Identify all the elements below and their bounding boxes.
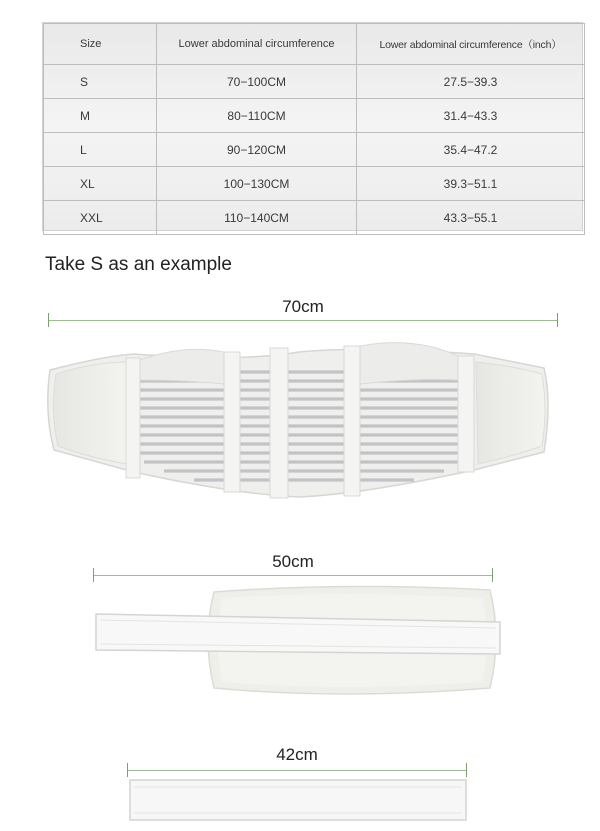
inch-cell: 43.3−55.1 xyxy=(357,201,585,235)
inch-cell: 39.3−51.1 xyxy=(357,167,585,201)
size-cell: XL xyxy=(44,167,157,201)
example-caption: Take S as an example xyxy=(45,254,232,275)
size-cell: L xyxy=(44,133,157,167)
table-header-row xyxy=(44,24,585,65)
table-row xyxy=(44,201,585,235)
inch-cell: 35.4−47.2 xyxy=(357,133,585,167)
table-row xyxy=(44,65,585,99)
inch-cell: 31.4−43.3 xyxy=(357,99,585,133)
cm-cell: 100−130CM xyxy=(157,167,357,201)
measure-line xyxy=(48,320,558,321)
table-row xyxy=(44,133,585,167)
cm-cell: 80−110CM xyxy=(157,99,357,133)
header-cm: Lower abdominal circumference xyxy=(157,24,357,65)
cm-cell: 110−140CM xyxy=(157,201,357,235)
strap-measurement xyxy=(127,745,467,781)
table-row xyxy=(44,167,585,201)
header-inch: Lower abdominal circumference（inch） xyxy=(357,24,585,65)
belt-width-label: 70cm xyxy=(282,297,324,316)
pad-width-label: 50cm xyxy=(272,552,314,571)
measure-tick xyxy=(557,313,558,327)
measure-line xyxy=(127,770,467,771)
table-row xyxy=(44,99,585,133)
cm-cell: 90−120CM xyxy=(157,133,357,167)
measure-line xyxy=(93,575,493,576)
size-cell: XXL xyxy=(44,201,157,235)
size-cell: M xyxy=(44,99,157,133)
cm-cell: 70−100CM xyxy=(157,65,357,99)
measure-tick xyxy=(127,763,128,777)
measure-tick xyxy=(466,763,467,777)
back-support-belt-image xyxy=(44,322,554,500)
header-size: Size xyxy=(44,24,157,65)
pad-with-strap-image xyxy=(92,578,502,700)
size-table xyxy=(42,22,583,231)
size-cell: S xyxy=(44,65,157,99)
strap-width-label: 42cm xyxy=(276,745,318,764)
inch-cell: 27.5−39.3 xyxy=(357,65,585,99)
elastic-strap-image xyxy=(128,778,468,822)
